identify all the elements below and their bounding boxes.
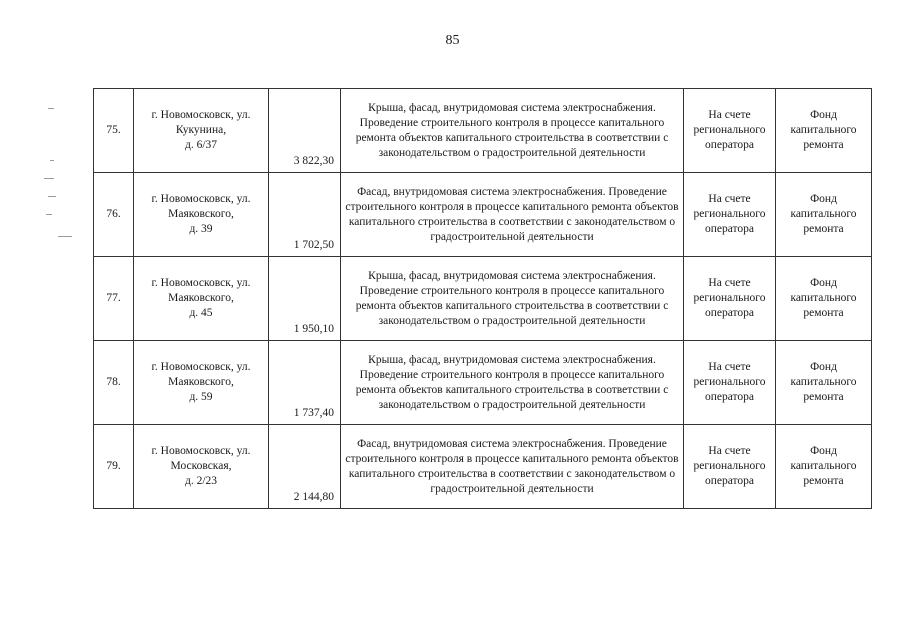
work-description-cell: [341, 173, 684, 257]
fund-line: ремонта: [803, 307, 844, 319]
work-description: Крыша, фасад, внутридомовая система электроснабжения. Проведение строительного контроля в процессе капитального ремонта объектов капитального строительства в соответствии с законодательством о градостроительной деятельности: [355, 353, 669, 411]
work-description-cell: [341, 89, 684, 173]
fund-line: капитального: [790, 376, 857, 388]
area-cell: 1 950,10: [269, 257, 341, 341]
work-description: Крыша, фасад, внутридомовая система электроснабжения. Проведение строительного контроля в процессе капитального ремонта объектов капитального строительства в соответствии с законодательством о градостроительной деятельности: [355, 269, 669, 327]
account-cell: [684, 257, 776, 341]
work-description: Фасад, внутридомовая система электроснабжения. Проведение строительного контроля в процессе капитального ремонта объектов капитального строительства в соответствии с законодательством о градостроительной деятельности: [345, 437, 679, 495]
area-cell: 1 702,50: [269, 173, 341, 257]
table-row: [94, 257, 872, 341]
address-line: г. Новомосковск, ул.: [151, 445, 251, 457]
fund-cell: [776, 257, 872, 341]
address-line: д. 6/37: [184, 139, 218, 151]
address-line: Маяковского,: [168, 376, 234, 388]
account-cell: [684, 89, 776, 173]
area-cell: 3 822,30: [269, 89, 341, 173]
account-cell: [684, 173, 776, 257]
account-line: оператора: [704, 307, 755, 319]
address-line: д. 39: [189, 223, 213, 235]
table-row: [94, 173, 872, 257]
work-description-cell: [341, 341, 684, 425]
scan-artifact: [58, 236, 72, 237]
address-cell: [134, 89, 269, 173]
row-number: 76.: [94, 173, 134, 257]
fund-line: Фонд: [810, 445, 837, 457]
fund-line: капитального: [790, 460, 857, 472]
account-line: оператора: [704, 391, 755, 403]
account-cell: [684, 341, 776, 425]
account-line: регионального: [693, 124, 766, 136]
account-line: оператора: [704, 223, 755, 235]
account-line: регионального: [693, 376, 766, 388]
fund-line: Фонд: [810, 193, 837, 205]
fund-line: ремонта: [803, 223, 844, 235]
fund-cell: [776, 425, 872, 509]
table-row: [94, 425, 872, 509]
account-line: На счете: [708, 109, 751, 121]
fund-line: капитального: [790, 124, 857, 136]
account-line: регионального: [693, 292, 766, 304]
account-line: На счете: [708, 193, 751, 205]
account-line: оператора: [704, 475, 755, 487]
fund-cell: [776, 341, 872, 425]
address-line: Маяковского,: [168, 292, 234, 304]
work-description-cell: [341, 257, 684, 341]
fund-cell: [776, 173, 872, 257]
scan-artifact: [48, 108, 54, 109]
page-number: 85: [445, 33, 460, 48]
account-line: На счете: [708, 361, 751, 373]
account-line: регионального: [693, 208, 766, 220]
address-line: д. 59: [189, 391, 213, 403]
fund-line: ремонта: [803, 475, 844, 487]
fund-line: Фонд: [810, 109, 837, 121]
work-description-cell: [341, 425, 684, 509]
fund-line: ремонта: [803, 139, 844, 151]
fund-cell: [776, 89, 872, 173]
address-line: Кукунина,: [175, 124, 227, 136]
table-row: [94, 341, 872, 425]
fund-line: капитального: [790, 292, 857, 304]
work-description: Крыша, фасад, внутридомовая система электроснабжения. Проведение строительного контроля в процессе капитального ремонта объектов капитального строительства в соответствии с законодательством о градостроительной деятельности: [355, 101, 669, 159]
scan-artifact: [44, 178, 54, 179]
address-line: д. 2/23: [184, 475, 218, 487]
fund-line: Фонд: [810, 361, 837, 373]
account-cell: [684, 425, 776, 509]
row-number: 75.: [94, 89, 134, 173]
address-line: Московская,: [170, 460, 232, 472]
repair-program-table: [93, 88, 872, 509]
scan-artifact: [48, 196, 56, 197]
account-line: На счете: [708, 445, 751, 457]
area-cell: 1 737,40: [269, 341, 341, 425]
address-cell: [134, 341, 269, 425]
fund-line: ремонта: [803, 391, 844, 403]
scan-artifact: [46, 214, 52, 215]
address-line: д. 45: [189, 307, 213, 319]
row-number: 78.: [94, 341, 134, 425]
address-cell: [134, 425, 269, 509]
address-line: Маяковского,: [168, 208, 234, 220]
fund-line: капитального: [790, 208, 857, 220]
account-line: На счете: [708, 277, 751, 289]
row-number: 77.: [94, 257, 134, 341]
table-row: [94, 89, 872, 173]
area-cell: 2 144,80: [269, 425, 341, 509]
address-line: г. Новомосковск, ул.: [151, 109, 251, 121]
row-number: 79.: [94, 425, 134, 509]
scan-artifact: [50, 160, 54, 161]
address-line: г. Новомосковск, ул.: [151, 361, 251, 373]
address-line: г. Новомосковск, ул.: [151, 277, 251, 289]
account-line: регионального: [693, 460, 766, 472]
address-cell: [134, 257, 269, 341]
work-description: Фасад, внутридомовая система электроснабжения. Проведение строительного контроля в процессе капитального ремонта объектов капитального строительства в соответствии с законодательством о градостроительной деятельности: [345, 185, 679, 243]
address-line: г. Новомосковск, ул.: [151, 193, 251, 205]
address-cell: [134, 173, 269, 257]
account-line: оператора: [704, 139, 755, 151]
fund-line: Фонд: [810, 277, 837, 289]
